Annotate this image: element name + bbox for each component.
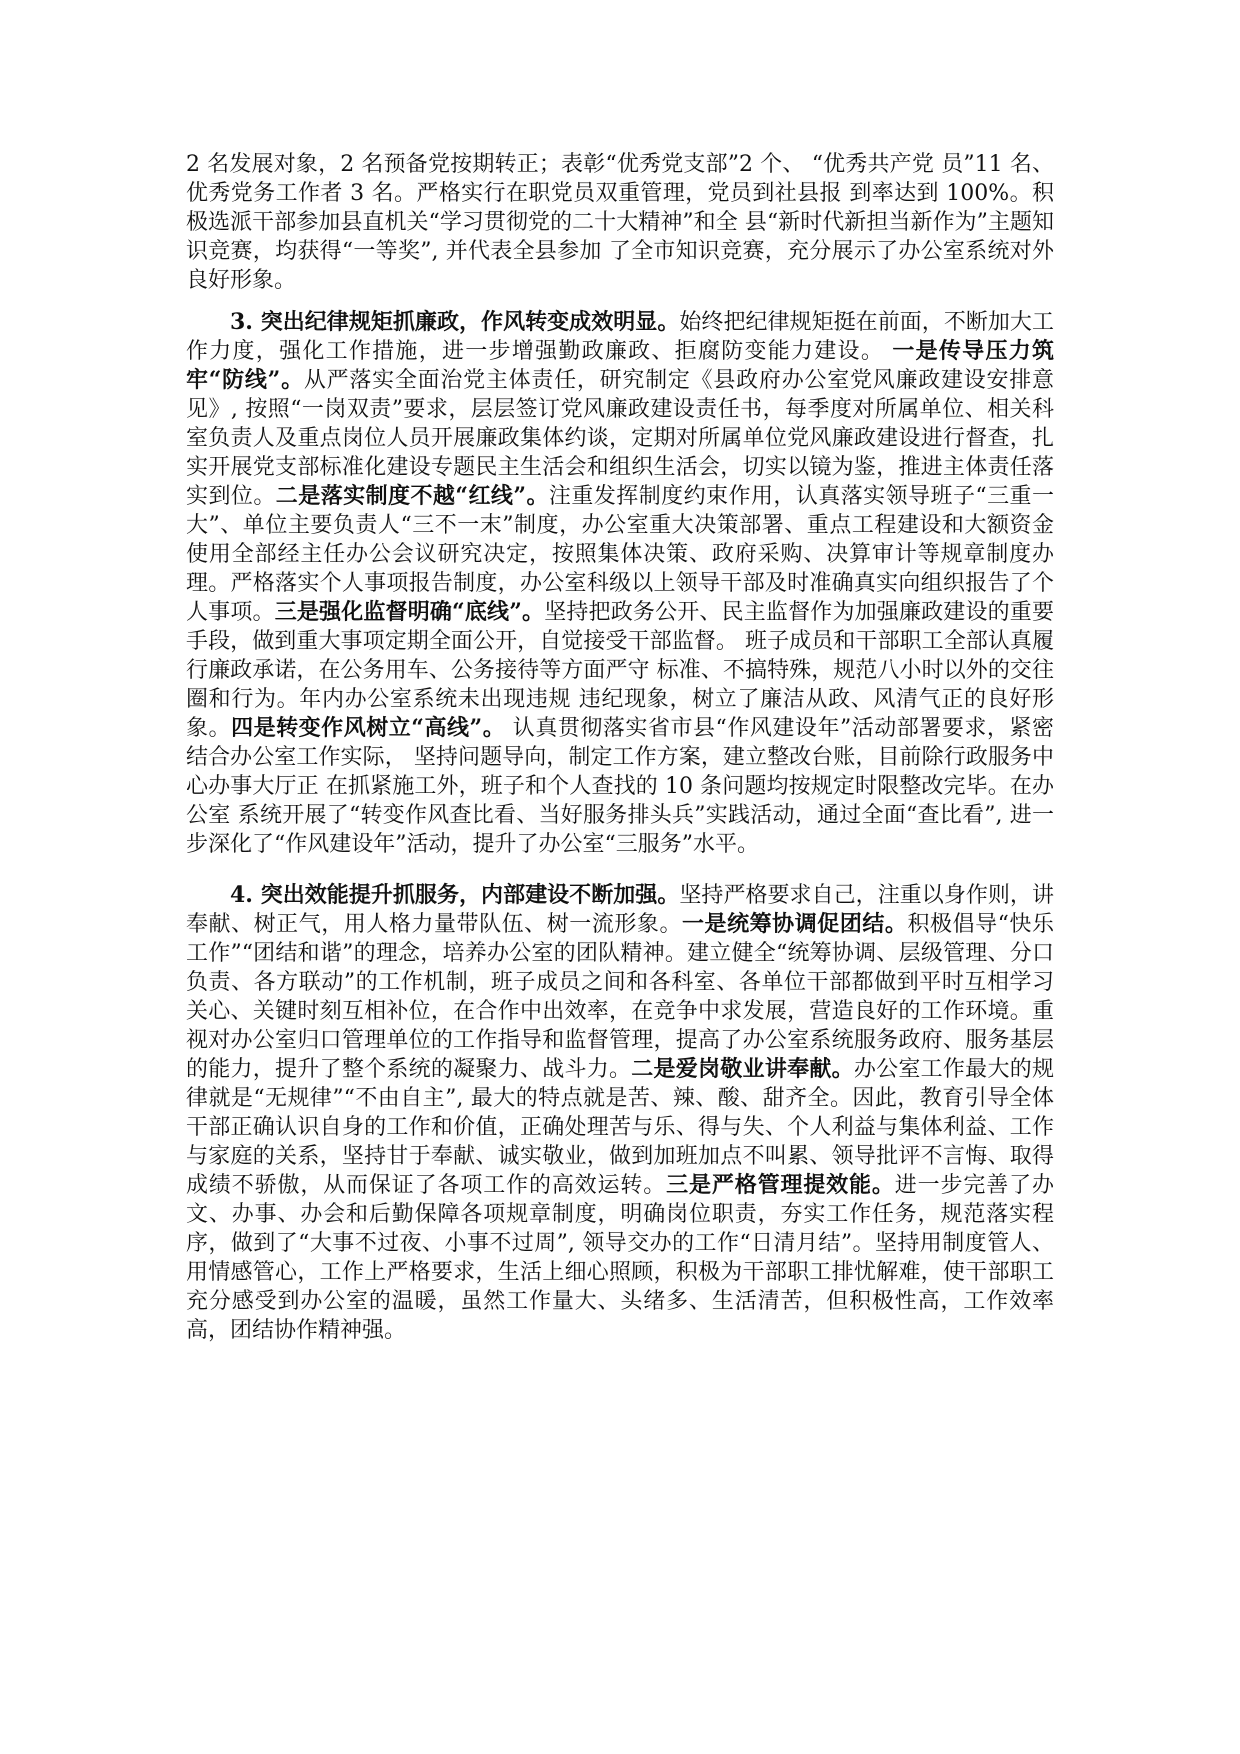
paragraph-party-building-continued: [186, 150, 1054, 295]
paragraph-text: 坚持把政务公开、民主监督作为加强廉政建设的重要手段，做到重大事项定期全面公开，自觉接受干部监督。 班子成员和干部职工全部认真履行廉政承诺，在公务用车、公务接待等方面严守 标准、不搞特殊，规范八小时以外的交往圈和行为。年内办公室系统未出现违规 违纪现象，树立了廉洁从政、风清气正的良好形象。: [186, 600, 1054, 741]
paragraph-text: 办公室工作最大的规律就是“无规律”“不由自主”, 最大的特点就是苦、辣、酸、甜齐全。因此，教育引导全体干部正确认识自身的工作和价值，正确处理苦与乐、得与失、个人利益与集体利益、工作与家庭的关系，坚持甘于奉献、诚实敬业，做到加班加点不叫累、领导批评不言悔、取得成绩不骄傲，从而保证了各项工作的高效运转。: [186, 1057, 1054, 1198]
point-heading: 二是爱岗敬业讲奉献。: [631, 1056, 854, 1082]
paragraph-text: 积极倡导“快乐工作”“团结和谐”的理念，培养办公室的团队精神。建立健全“统筹协调、层级管理、分口负责、各方联动”的工作机制，班子成员之间和各科室、各单位干部都做到平时互相学习关心、关键时刻互相补位，在合作中出效率，在竞争中求发展，营造良好的工作环境。重视对办公室归口管理单位的工作指导和监督管理，提高了办公室系统服务政府、服务基层的能力，提升了整个系统的凝聚力、战斗力。: [186, 912, 1054, 1082]
point-heading: 四是转变作风树立“高线”。: [231, 715, 506, 741]
document-page: [186, 150, 1054, 1358]
point-heading: 一是统筹协调促团结。: [682, 911, 908, 937]
point-heading: 一是传导压力筑牢“防线”。: [186, 338, 1054, 393]
paragraph-text: 进一步完善了办文、办事、办会和后勤保障各项规章制度，明确岗位职责，夯实工作任务，规范落实程序，做到了“大事不过夜、小事不过周”, 领导交办的工作“日清月结”。坚持用制度管人、用情感管心，工作上严格要求，生活上细心照顾，积极为干部职工排忧解难，使干部职工充分感受到办公室的温暖，虽然工作量大、头绪多、生活清苦，但积极性高，工作效率高，团结协作精神强。: [186, 1173, 1054, 1343]
paragraph-text: 始终把纪律规矩挺在前面，不断加大工作力度，强化工作措施，进一步增强勤政廉政、拒腐防变能力建设。: [186, 310, 1054, 364]
paragraph-text: 认真贯彻落实省市县“作风建设年”活动部署要求，紧密结合办公室工作实际， 坚持问题导向，制定工作方案，建立整改台账，目前除行政服务中心办事大厅正 在抓紧施工外，班子和个人查找的 10 条问题均按规定时限整改完毕。在办公室 系统开展了“转变作风查比看、当好服务排头兵”实践活动，通过全面“查比看”, 进一步深化了“作风建设年”活动，提升了办公室“三服务”水平。: [186, 716, 1054, 857]
point-heading: 三是严格管理提效能。: [666, 1172, 895, 1198]
paragraph-text: 坚持严格要求自己，注重以身作则，讲奉献、树正气，用人格力量带队伍、树一流形象。: [186, 883, 1054, 937]
paragraph-text: 注重发挥制度约束作用，认真落实领导班子“三重一大”、单位主要负责人“三不一末”制度，办公室重大决策部署、重点工程建设和大额资金使用全部经主任办公会议研究决定，按照集体决策、政府采购、决算审计等规章制度办理。严格落实个人事项报告制度，办公室科级以上领导干部及时准确真实向组织报告了个人事项。: [186, 484, 1054, 625]
paragraph-efficiency-service: [186, 881, 1054, 1345]
section-heading: 4. 突出效能提升抓服务，内部建设不断加强。: [230, 882, 680, 908]
point-heading: 二是落实制度不越“红线”。: [275, 483, 549, 509]
paragraph-text: 2 名发展对象，2 名预备党按期转正；表彰“优秀党支部”2 个、 “优秀共产党 员”11 名、优秀党务工作者 3 名。严格实行在职党员双重管理，党员到社县报 到率达到 100%。积极选派干部参加县直机关“学习贯彻党的二十大精神”和全 县“新时代新担当新作为”主题知识竞赛，均获得“一等奖”, 并代表全县参加 了全市知识竞赛，充分展示了办公室系统对外良好形象。: [186, 152, 1054, 293]
paragraph-text: 从严落实全面治党主体责任，研究制定《县政府办公室党风廉政建设安排意见》, 按照“一岗双责”要求，层层签订党风廉政建设责任书，每季度对所属单位、相关科室负责人及重点岗位人员开展廉政集体约谈，定期对所属单位党风廉政建设进行督查，扎实开展党支部标准化建设专题民主生活会和组织生活会，切实以镜为鉴，推进主体责任落实到位。: [186, 368, 1054, 509]
point-heading: 三是强化监督明确“底线”。: [274, 599, 545, 625]
paragraph-discipline-integrity: [186, 308, 1054, 859]
section-heading: 3. 突出纪律规矩抓廉政，作风转变成效明显。: [230, 309, 680, 335]
